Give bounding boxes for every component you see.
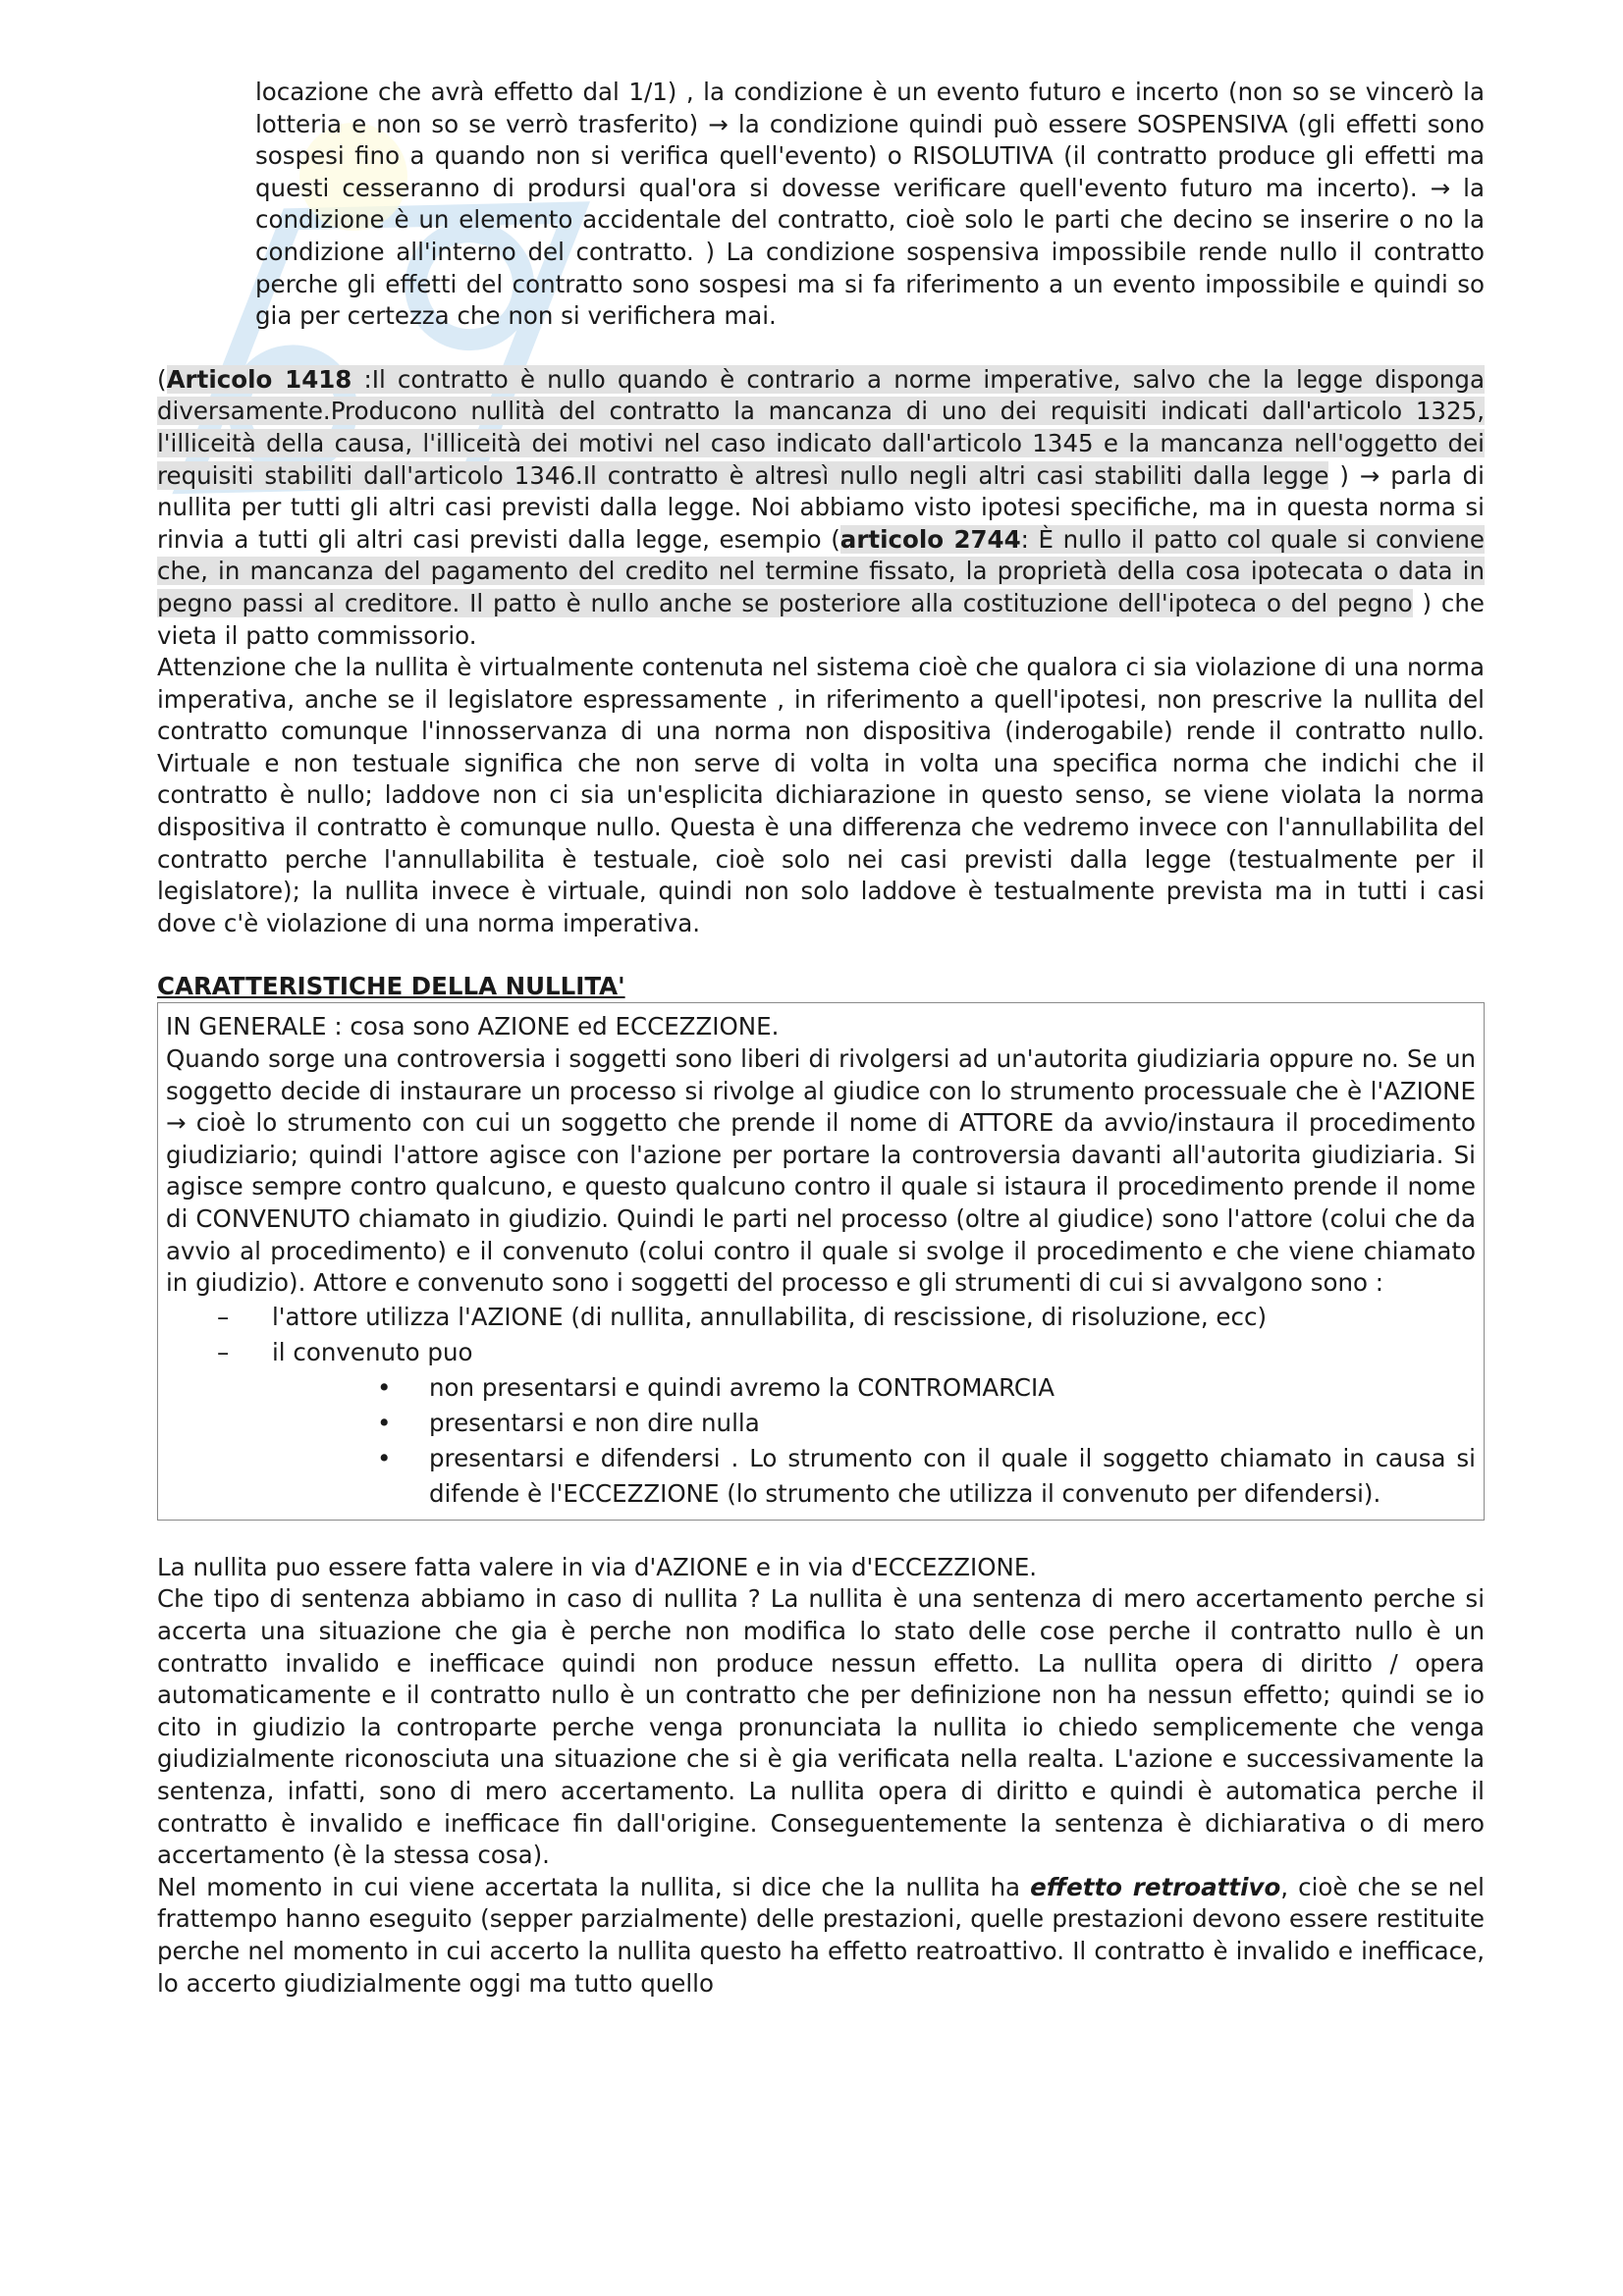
list-item (166, 1335, 1476, 1512)
bullet-marker: • (377, 1372, 392, 1402)
quote-articolo-1418 (157, 365, 1485, 490)
label-articolo-2744: articolo 2744 (839, 524, 1021, 554)
retroattivo-before: Nel momento in cui viene accertata la nullita, si dice che la nullita ha (157, 1872, 1031, 1901)
dash-marker: – (217, 1302, 230, 1331)
sublist-item-text: presentarsi e non dire nulla (429, 1408, 760, 1437)
sublist-item (272, 1370, 1476, 1406)
sublist-item (272, 1406, 1476, 1441)
paragraph-close-text: ) che vieta il patto commissorio. (157, 588, 1485, 650)
list-item (166, 1300, 1476, 1335)
box-title: IN GENERALE : cosa sono AZIONE ed ECCEZZIONE. (166, 1012, 780, 1041)
box-list (166, 1300, 1476, 1512)
retroattivo-after: , cioè che se nel frattempo hanno eseguito (sepper parzialmente) delle prestazioni, quelle prestazioni devono essere restituite perche nel momento in cui accerto la nullita questo ha effetto reatroattivo. Il contratto è invalido e inefficace, lo accerto giudizialmente oggi ma tutto quello (157, 1872, 1485, 1998)
dash-marker: – (217, 1337, 230, 1366)
text-articolo-1418: :Il contratto è nullo quando è contrario a norme imperative, salvo che la legge disponga diversamente.Producono nullità del contratto la mancanza di uno dei requisiti indicati dall'articolo 1325, l'illiceità della causa, l'illiceità dei motivi nel caso indicato dall'articolo 1345 e la mancanza nell'oggetto dei requisiti stabiliti dall'articolo 1346.Il contratto è altresì nullo negli altri casi stabiliti dalla legge (157, 364, 1485, 490)
bullet-marker: • (377, 1443, 392, 1472)
paren-open: ( (157, 364, 167, 394)
section-heading: CARATTERISTICHE DELLA NULLITA' (157, 972, 625, 1001)
box-sublist (272, 1370, 1476, 1512)
paragraph-azione-eccezione: La nullita puo essere fatta valere in via d'AZIONE e in via d'ECCEZZIONE. (157, 1552, 1038, 1581)
sublist-item-text: presentarsi e difendersi . Lo strumento con il quale il soggetto chiamato in causa si difende è l'ECCEZZIONE (lo strumento che utilizza il convenuto per difendersi). (429, 1443, 1476, 1508)
sublist-item (272, 1441, 1476, 1512)
paragraph-effetto-retroattivo (157, 1872, 1485, 2000)
document-page (157, 77, 1485, 2000)
list-item-text: il convenuto puo (272, 1337, 473, 1366)
box-body: Quando sorge una controversia i soggetti sono liberi di rivolgersi ad un'autorita giudiziaria oppure no. Se un soggetto decide di instaurare un processo si rivolge al giudice con lo strumento processuale che è l'AZIONE → cioè lo strumento con cui un soggetto che prende il nome di ATTORE da avvio/instaura il procedimento giudiziario; quindi l'attore agisce con l'azione per portare la controversia davanti all'autorita giudiziaria. Si agisce sempre contro qualcuno, e questo qualcuno contro il quale si istaura il procedimento prende il nome di CONVENUTO chiamato in giudizio. Quindi le parti nel processo (oltre al giudice) sono l'attore (colui che da avvio al procedimento) e il convenuto (colui contro il quale si svolge il procedimento e che viene chiamato in giudizio). Attore e convenuto sono i soggetti del processo e gli strumenti di cui si avvalgono sono : (166, 1044, 1476, 1298)
paragraph-condizione: locazione che avrà effetto dal 1/1) , la condizione è un evento futuro e incerto (non so se vincerò la lotteria e non so se verrò trasferito) → la condizione quindi può essere SOSPENSIVA (gli effetti sono sospesi fino a quando non si verifica quell'evento) o RISOLUTIVA (il contratto produce gli effetti ma questi cesseranno di prodursi qual'ora si dovesse verificare quell'evento futuro ma incerto). → la condizione è un elemento accidentale del contratto, cioè solo le parti che decino se inserire o no la condizione all'interno del contratto. ) La condizione sospensiva impossibile rende nullo il contratto perche gli effetti del contratto sono sospesi ma si fa riferimento a un evento impossibile e quindi so gia per certezza che non si verifichera mai. (255, 78, 1485, 331)
paragraph-sentenza: Che tipo di sentenza abbiamo in caso di nullita ? La nullita è una sentenza di mero accertamento perche si accerta una situazione che gia è perche non modifica lo stato delle cose perche il contratto nullo è un contratto invalido e inefficace quindi non produce nessun effetto. La nullita opera di diritto / opera automaticamente e il contratto nullo è un contratto che per definizione non ha nessun effetto; quindi se io cito in giudizio la controparte perche venga pronunciata la nullita io chiedo semplicemente che venga giudizialmente riconosciuta una situazione che si è gia verificata nella realta. L'azione e successivamente la sentenza, infatti, sono di mero accertamento. La nullita opera di diritto e quindi è automatica perche il contratto è invalido e inefficace fin dall'origine. Conseguentemente la sentenza è dichiarativa o di mero accertamento (è la stessa cosa). (157, 1584, 1485, 1870)
paragraph-articolo-1418 (157, 364, 1485, 652)
emphasis-effetto-retroattivo: effetto retroattivo (1030, 1872, 1281, 1901)
sublist-item-text: non presentarsi e quindi avremo la CONTROMARCIA (429, 1372, 1055, 1402)
text-articolo-2744: : È nullo il patto col quale si conviene che, in mancanza del pagamento del credito nel termine fissato, la proprietà della cosa ipotecata o data in pegno passi al creditore. Il patto è nullo anche se posteriore alla costituzione dell'ipoteca o del pegno (157, 524, 1485, 617)
info-box-azione-eccezione (157, 1002, 1485, 1520)
paragraph-mid-text: ) → parla di nullita per tutti gli altri casi previsti dalla legge. Noi abbiamo visto ipotesi specifiche, ma in questa norma si rinvia a tutti gli altri casi previsti dalla legge, esempio ( (157, 460, 1485, 554)
label-articolo-1418: Articolo 1418 (166, 364, 352, 394)
bullet-marker: • (377, 1408, 392, 1437)
list-item-text: l'attore utilizza l'AZIONE (di nullita, annullabilita, di rescissione, di risoluzione, ecc) (272, 1302, 1268, 1331)
paragraph-nullita-virtuale: Attenzione che la nullita è virtualmente contenuta nel sistema cioè che qualora ci sia violazione di una norma imperativa, anche se il legislatore espressamente , in riferimento a quell'ipotesi, non prescrive la nullita del contratto comunque l'innosservanza di una norma non dispositiva (inderogabile) rende il contratto nullo. Virtuale e non testuale significa che non serve di volta in volta una specifica norma che indichi che il contratto è nullo; laddove non ci sia un'esplicita dichiarazione in questo senso, se viene violata la norma dispositiva il contratto è comunque nullo. Questa è una differenza che vedremo invece con l'annullabilita del contratto perche l'annullabilita è testuale, cioè solo nei casi previsti dalla legge (testualmente per il legislatore); la nullita invece è virtuale, quindi non solo laddove è testualmente prevista ma in tutti i casi dove c'è violazione di una norma imperativa. (157, 653, 1485, 937)
